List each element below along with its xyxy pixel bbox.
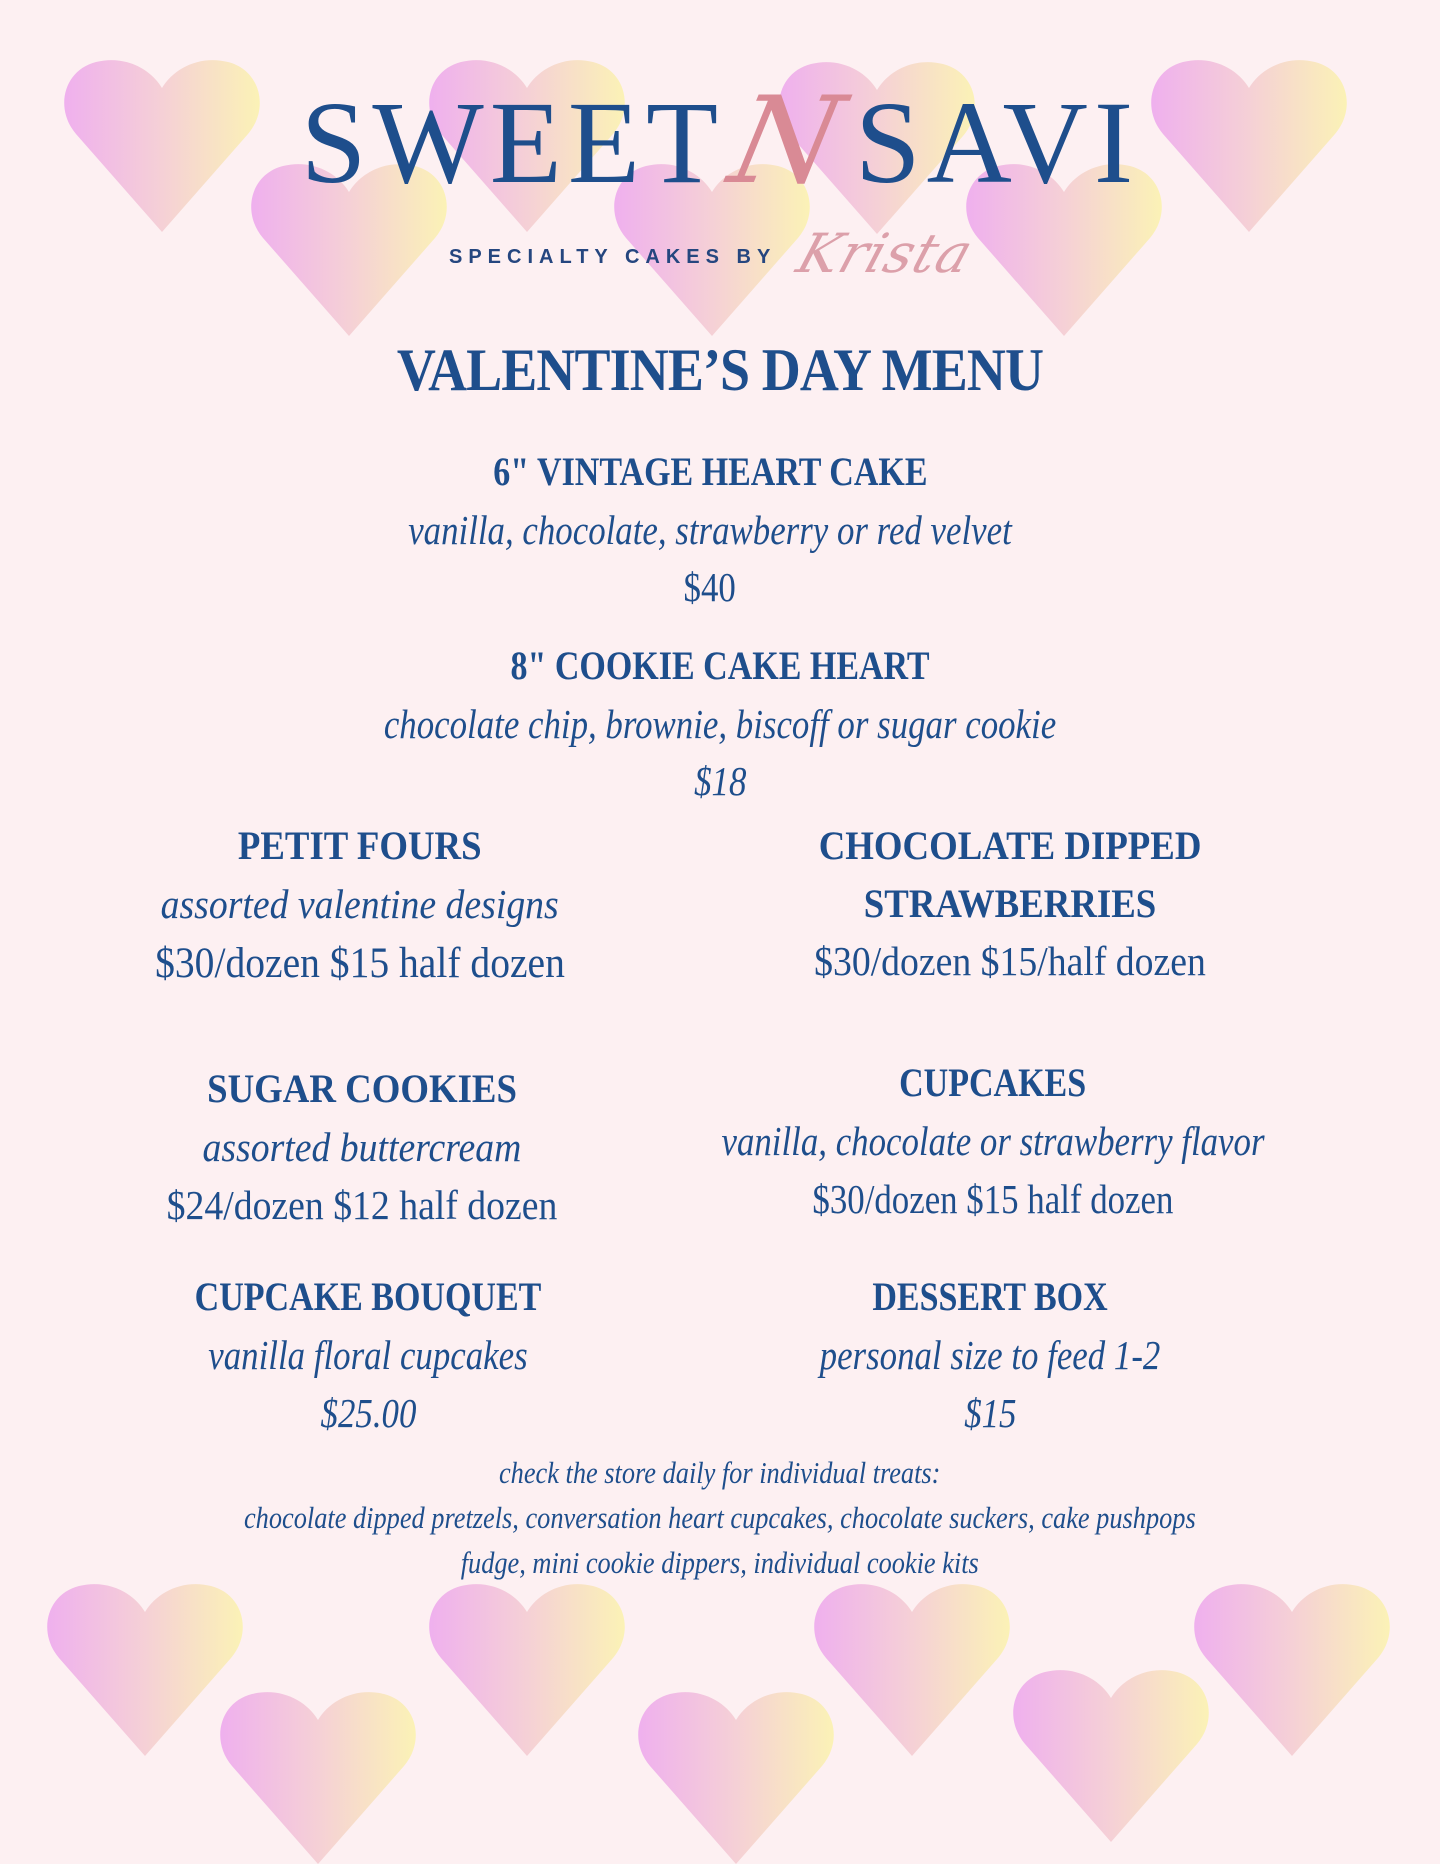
brand-tagline: SPECIALTY CAKES BY — [449, 246, 777, 268]
footer-line-3: fudge, mini cookie dippers, individual cookie kits — [460, 1545, 980, 1580]
menu-item-petit-fours — [137, 823, 582, 987]
heart-decoration-icon — [45, 1580, 245, 1756]
footer-line-2: chocolate dipped pretzels, conversation heart cupcakes, chocolate suckers, cake pushpops — [244, 1500, 1196, 1535]
item-name: CUPCAKE BOUQUET — [194, 1274, 542, 1319]
item-price: $40 — [683, 564, 737, 610]
heart-decoration-icon — [427, 1580, 627, 1756]
menu-item-cookie-cake-heart — [324, 643, 1115, 804]
item-description: vanilla, chocolate, strawberry or red velvet — [408, 507, 1012, 553]
item-name: 8" COOKIE CAKE HEART — [510, 643, 930, 688]
brand-name-left: SWEET — [300, 77, 725, 208]
heart-decoration-icon — [812, 1580, 1012, 1756]
footer-note — [0, 1457, 1440, 1488]
footer-line-1: check the store daily for individual treats: — [499, 1455, 941, 1490]
item-price: $18 — [693, 758, 747, 804]
item-description: assorted valentine designs — [160, 881, 560, 927]
item-description: personal size to feed 1-2 — [819, 1332, 1161, 1378]
item-description: assorted buttercream — [202, 1124, 522, 1170]
menu-title: VALENTINE’S DAY MENU — [396, 337, 1044, 403]
menu-item-cupcakes — [674, 1060, 1313, 1222]
item-name: 6" VINTAGE HEART CAKE — [492, 449, 928, 494]
brand-signature: Krista — [789, 222, 982, 285]
item-description: chocolate chip, brownie, biscoff or sugar cookie — [383, 701, 1057, 747]
item-name-line1: CHOCOLATE DIPPED — [818, 823, 1202, 868]
item-price: $30/dozen $15/half dozen — [814, 938, 1206, 984]
item-price: $30/dozen $15 half dozen — [812, 1176, 1174, 1222]
menu-item-sugar-cookies — [150, 1066, 575, 1228]
menu-item-dessert-box — [790, 1274, 1191, 1436]
brand-name-script-n: N — [719, 72, 860, 211]
item-name: PETIT FOURS — [238, 823, 482, 868]
item-price: $24/dozen $12 half dozen — [166, 1182, 558, 1228]
menu-item-vintage-heart-cake — [355, 449, 1065, 610]
item-name: DESSERT BOX — [872, 1274, 1108, 1319]
item-name: CUPCAKES — [899, 1060, 1087, 1105]
footer-treats-list — [0, 1502, 1440, 1533]
heart-decoration-icon — [636, 1688, 836, 1864]
item-price: $25.00 — [320, 1390, 416, 1436]
item-name-line2: STRAWBERRIES — [863, 881, 1157, 926]
heart-decoration-icon — [1011, 1666, 1211, 1842]
item-name: SUGAR COOKIES — [207, 1066, 517, 1111]
brand-name-right: SAVI — [855, 77, 1140, 208]
menu-item-chocolate-dipped-strawberries — [797, 823, 1223, 984]
footer-treats-list-cont — [0, 1547, 1440, 1578]
item-description: vanilla, chocolate or strawberry flavor — [721, 1118, 1265, 1164]
heart-decoration-icon — [1192, 1580, 1392, 1756]
heart-decoration-icon — [218, 1688, 418, 1864]
item-price: $30/dozen $15 half dozen — [155, 940, 565, 987]
item-description: vanilla floral cupcakes — [208, 1332, 528, 1378]
item-price: $15 — [963, 1390, 1017, 1436]
brand-logo — [0, 72, 1440, 211]
menu-item-cupcake-bouquet — [164, 1274, 572, 1436]
